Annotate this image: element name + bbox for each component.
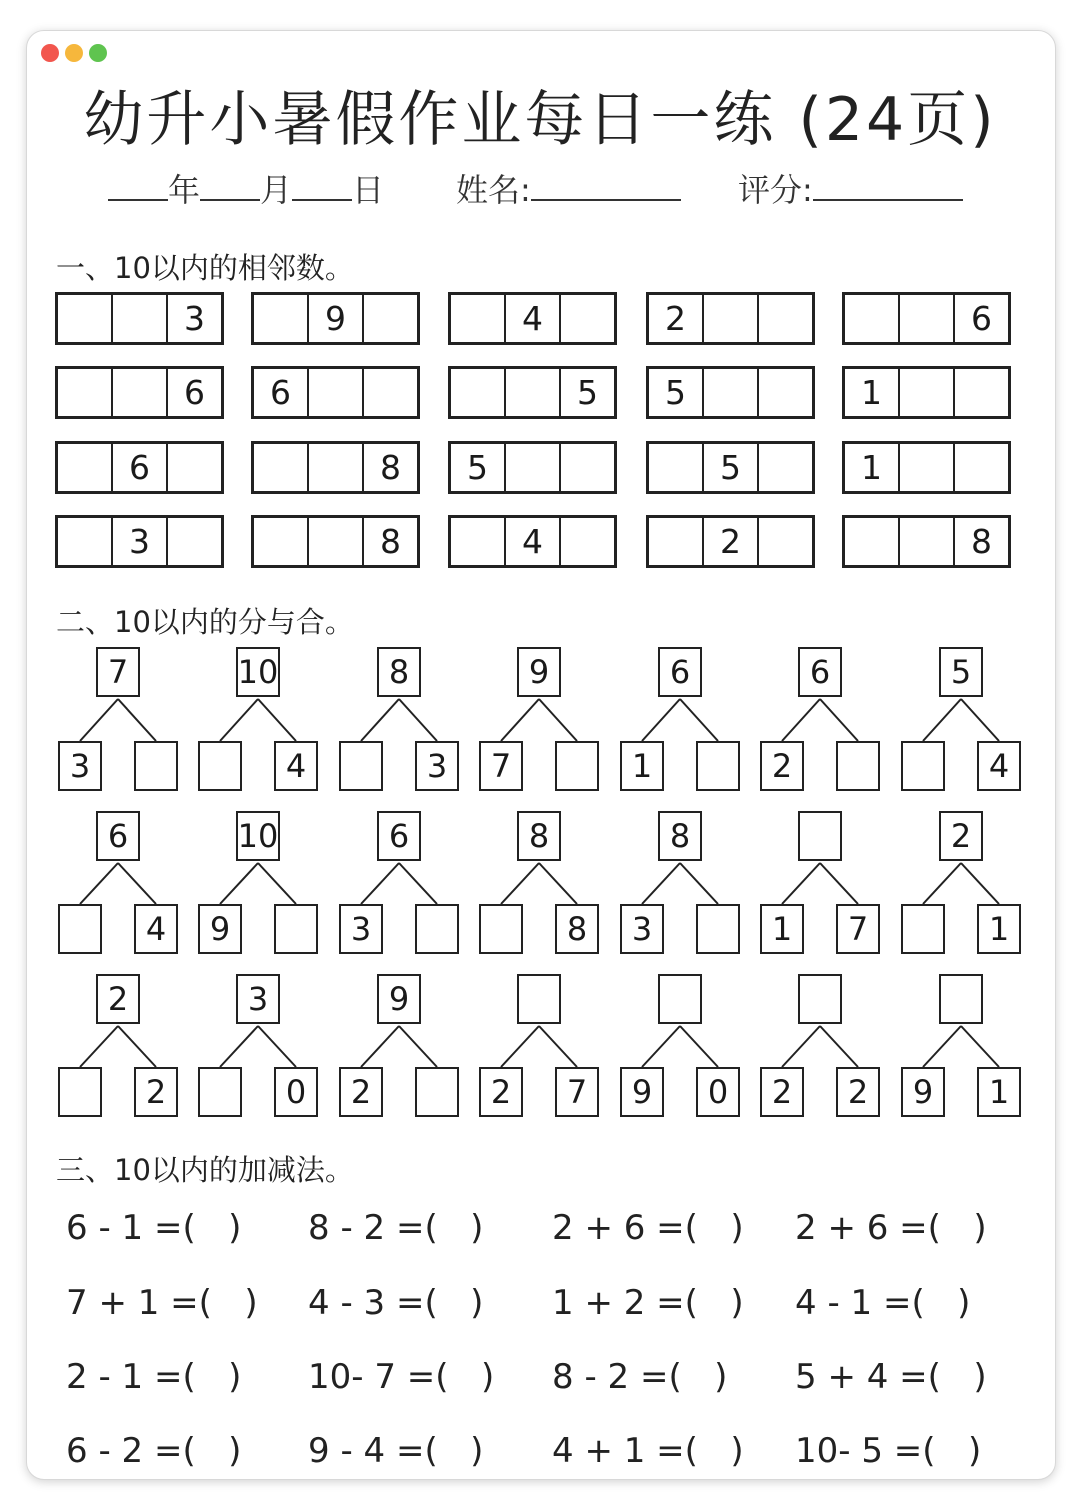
- branch-line-right: [961, 863, 999, 904]
- right-part-box: 0: [274, 1067, 318, 1117]
- section-decomposition-heading: 二、10以内的分与合。: [56, 605, 354, 639]
- given-number-cell: 3: [184, 299, 205, 338]
- given-number-cell: 1: [845, 369, 900, 416]
- branch-line-right: [961, 699, 999, 741]
- branch-line-right: [961, 1026, 999, 1067]
- given-number-cell: 6: [113, 444, 168, 491]
- left-part-box: 3: [58, 741, 102, 791]
- right-part-box: 4: [274, 741, 318, 791]
- given-number-cell: 2: [704, 518, 759, 565]
- right-part-box: 1: [977, 904, 1021, 954]
- left-part-box: 1: [620, 741, 664, 791]
- whole-number-box: 10: [236, 647, 280, 697]
- right-part-box: 4: [134, 904, 178, 954]
- left-part-box: 1: [760, 904, 804, 954]
- left-part-box: 2: [760, 741, 804, 791]
- equation[interactable]: 2 + 6 =( ): [795, 1208, 987, 1248]
- right-part-box: 2: [134, 1067, 178, 1117]
- worksheet-title: 幼升小暑假作业每日一练 (24页): [83, 85, 997, 155]
- left-part-box: 9: [198, 904, 242, 954]
- day-label: 日: [352, 171, 385, 209]
- given-number-cell: 4: [506, 518, 561, 565]
- branch-line-right: [820, 699, 858, 741]
- branch-line-right: [258, 1026, 296, 1067]
- given-number-cell: 5: [704, 444, 759, 491]
- left-part-box[interactable]: [198, 1067, 242, 1117]
- branch-line-right: [399, 699, 437, 741]
- whole-number-box: 6: [658, 647, 702, 697]
- equation[interactable]: 4 + 1 =( ): [552, 1431, 744, 1471]
- branch-line-right: [258, 699, 296, 741]
- given-number-cell: 5: [577, 373, 598, 412]
- branch-line-left: [501, 699, 539, 741]
- left-part-box: 9: [620, 1067, 664, 1117]
- equation[interactable]: 5 + 4 =( ): [795, 1357, 987, 1397]
- right-part-box: 0: [696, 1067, 740, 1117]
- left-part-box[interactable]: [198, 741, 242, 791]
- left-part-box[interactable]: [58, 904, 102, 954]
- left-part-box[interactable]: [339, 741, 383, 791]
- right-part-box[interactable]: [696, 741, 740, 791]
- branch-line-right: [680, 863, 718, 904]
- left-part-box[interactable]: [901, 741, 945, 791]
- right-part-box: 8: [555, 904, 599, 954]
- given-number-cell: 4: [506, 295, 561, 342]
- branch-line-left: [220, 863, 258, 904]
- whole-number-box: 3: [236, 974, 280, 1024]
- branch-line-right: [258, 863, 296, 904]
- branch-line-right: [820, 863, 858, 904]
- branch-line-right: [539, 699, 577, 741]
- equation[interactable]: 10- 5 =( ): [795, 1431, 982, 1471]
- equation[interactable]: 10- 7 =( ): [308, 1357, 495, 1397]
- given-number-cell: 8: [380, 448, 401, 487]
- branch-line-left: [80, 863, 118, 904]
- branch-line-left: [361, 699, 399, 741]
- right-part-box[interactable]: [274, 904, 318, 954]
- branch-line-left: [642, 863, 680, 904]
- right-part-box: 4: [977, 741, 1021, 791]
- equation[interactable]: 7 + 1 =( ): [66, 1283, 258, 1323]
- branch-line-left: [361, 863, 399, 904]
- left-part-box[interactable]: [479, 904, 523, 954]
- right-part-box[interactable]: [836, 741, 880, 791]
- given-number-cell: 3: [113, 518, 168, 565]
- given-number-cell: 8: [380, 522, 401, 561]
- whole-number-box[interactable]: [798, 974, 842, 1024]
- whole-number-box: 2: [939, 811, 983, 861]
- given-number-cell: 6: [971, 299, 992, 338]
- whole-number-box: 2: [96, 974, 140, 1024]
- equation[interactable]: 2 + 6 =( ): [552, 1208, 744, 1248]
- branch-line-left: [80, 699, 118, 741]
- branch-line-left: [642, 1026, 680, 1067]
- section-adjacent-heading: 一、10以内的相邻数。: [56, 251, 354, 285]
- branch-line-left: [642, 699, 680, 741]
- whole-number-box: 6: [96, 811, 140, 861]
- branch-line-right: [118, 863, 156, 904]
- whole-number-box: 9: [517, 647, 561, 697]
- whole-number-box: 8: [517, 811, 561, 861]
- given-number-cell: 5: [649, 369, 704, 416]
- score-label: 评分:: [738, 171, 813, 209]
- whole-number-box[interactable]: [939, 974, 983, 1024]
- branch-line-left: [923, 863, 961, 904]
- branch-line-left: [782, 1026, 820, 1067]
- given-number-cell: 9: [309, 295, 364, 342]
- equation[interactable]: 6 - 1 =( ): [66, 1208, 242, 1248]
- branch-line-right: [680, 699, 718, 741]
- left-part-box: 2: [760, 1067, 804, 1117]
- branch-line-left: [782, 863, 820, 904]
- branch-line-right: [539, 1026, 577, 1067]
- left-part-box: 3: [339, 904, 383, 954]
- branch-line-right: [118, 1026, 156, 1067]
- right-part-box[interactable]: [134, 741, 178, 791]
- whole-number-box: 5: [939, 647, 983, 697]
- equation[interactable]: 4 - 1 =( ): [795, 1283, 971, 1323]
- right-part-box[interactable]: [696, 904, 740, 954]
- whole-number-box[interactable]: [798, 811, 842, 861]
- equation[interactable]: 8 - 2 =( ): [552, 1357, 728, 1397]
- equation[interactable]: 9 - 4 =( ): [308, 1431, 484, 1471]
- whole-number-box: 6: [377, 811, 421, 861]
- left-part-box: 9: [901, 1067, 945, 1117]
- branch-line-left: [501, 863, 539, 904]
- whole-number-box: 9: [377, 974, 421, 1024]
- right-part-box: 3: [415, 741, 459, 791]
- left-part-box: 2: [479, 1067, 523, 1117]
- right-part-box[interactable]: [415, 904, 459, 954]
- equation[interactable]: 2 - 1 =( ): [66, 1357, 242, 1397]
- branch-line-right: [539, 863, 577, 904]
- branch-line-left: [923, 1026, 961, 1067]
- branch-line-left: [361, 1026, 399, 1067]
- whole-number-box[interactable]: [517, 974, 561, 1024]
- left-part-box[interactable]: [901, 904, 945, 954]
- left-part-box: 7: [479, 741, 523, 791]
- whole-number-box: 8: [658, 811, 702, 861]
- year-label: 年: [168, 171, 201, 209]
- right-part-box: 7: [836, 904, 880, 954]
- right-part-box: 7: [555, 1067, 599, 1117]
- whole-number-box: 7: [96, 647, 140, 697]
- branch-line-left: [80, 1026, 118, 1067]
- equation[interactable]: 1 + 2 =( ): [552, 1283, 744, 1323]
- branch-line-left: [501, 1026, 539, 1067]
- month-label: 月: [260, 171, 293, 209]
- branch-line-left: [923, 699, 961, 741]
- left-part-box: 2: [339, 1067, 383, 1117]
- branch-line-right: [399, 863, 437, 904]
- branch-line-right: [820, 1026, 858, 1067]
- equation[interactable]: 6 - 2 =( ): [66, 1431, 242, 1471]
- section-arithmetic-heading: 三、10以内的加减法。: [56, 1153, 354, 1187]
- branch-line-left: [220, 1026, 258, 1067]
- right-part-box[interactable]: [415, 1067, 459, 1117]
- branch-line-right: [399, 1026, 437, 1067]
- given-number-cell: 5: [451, 444, 506, 491]
- right-part-box: 2: [836, 1067, 880, 1117]
- given-number-cell: 8: [971, 522, 992, 561]
- right-part-box: 1: [977, 1067, 1021, 1117]
- given-number-cell: 1: [845, 444, 900, 491]
- whole-number-box[interactable]: [658, 974, 702, 1024]
- equation[interactable]: 4 - 3 =( ): [308, 1283, 484, 1323]
- whole-number-box: 8: [377, 647, 421, 697]
- left-part-box: 3: [620, 904, 664, 954]
- left-part-box[interactable]: [58, 1067, 102, 1117]
- given-number-cell: 6: [254, 369, 309, 416]
- given-number-cell: 6: [184, 373, 205, 412]
- right-part-box[interactable]: [555, 741, 599, 791]
- whole-number-box: 10: [236, 811, 280, 861]
- given-number-cell: 2: [649, 295, 704, 342]
- whole-number-box: 6: [798, 647, 842, 697]
- branch-line-left: [220, 699, 258, 741]
- name-label: 姓名:: [456, 171, 531, 209]
- equation[interactable]: 8 - 2 =( ): [308, 1208, 484, 1248]
- branch-line-right: [118, 699, 156, 741]
- branch-line-left: [782, 699, 820, 741]
- branch-line-right: [680, 1026, 718, 1067]
